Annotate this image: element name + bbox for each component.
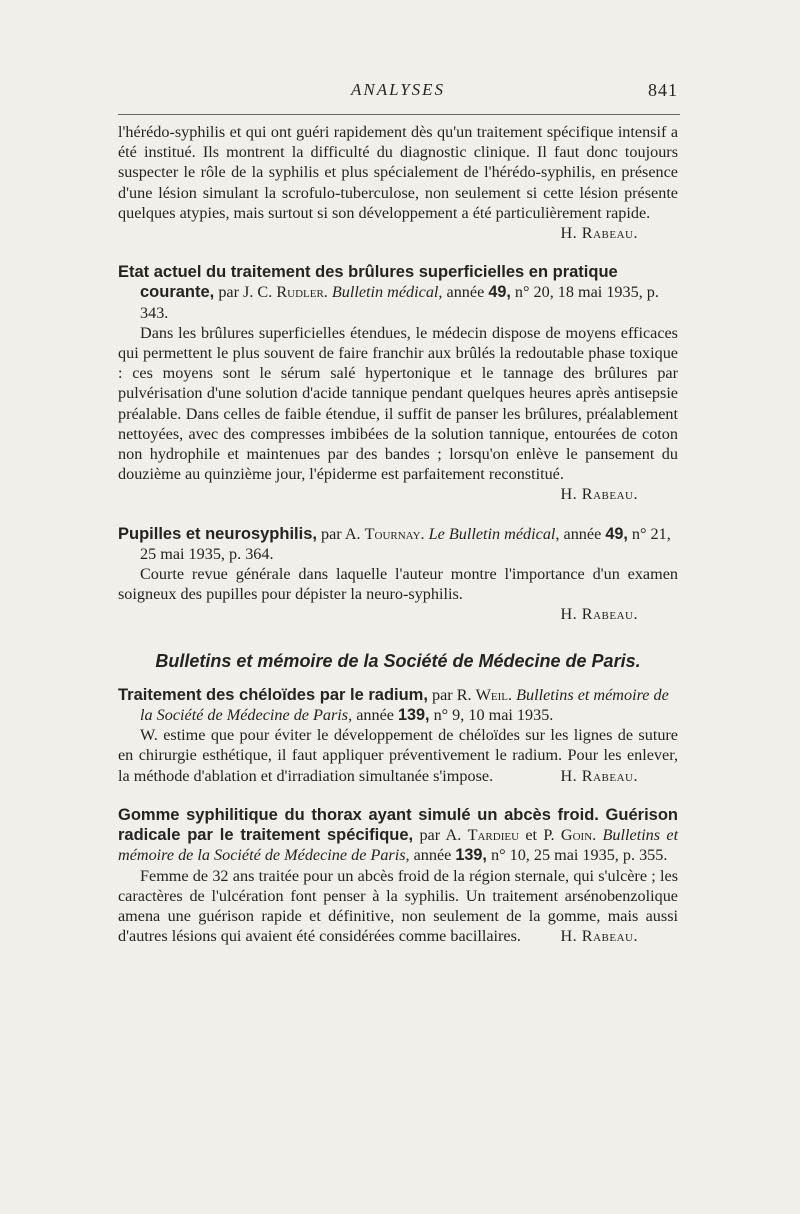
entry-journal: Bulletins et mémoire de la Société de Médecine de Paris, <box>140 685 669 725</box>
page-content <box>118 122 678 946</box>
entry-text: Courte revue générale dans laquelle l'auteur montre l'importance d'un examen soigneux des pupilles pour dépister la neuro-syphilis. <box>118 565 678 604</box>
entry-body <box>118 866 678 947</box>
entry-signature: H. Rabeau. <box>560 927 638 946</box>
intro-signature: H. Rabeau. <box>560 224 638 243</box>
entry-journal: Bulletins et mémoire de la Société de Médecine de Paris, <box>118 826 679 865</box>
entry-journal: Bulletin médical, <box>331 283 443 302</box>
entry-author: Weil. <box>475 685 513 704</box>
section-heading: Bulletins et mémoire de la Société de Médecine de Paris. <box>155 650 641 671</box>
entry-reference: Pupilles et neurosyphilis, par A. Tournay. Le Bulletin médical, année 49, n° 21, 25 mai 1935, p. 364. <box>118 524 671 563</box>
analysis-entry-pupils <box>118 524 678 625</box>
analysis-entry-burns <box>118 262 678 504</box>
header-rule <box>118 114 680 115</box>
running-title: ANALYSES <box>350 80 446 99</box>
entry-author: Rudler. <box>276 283 328 302</box>
entry-text: Femme de 32 ans traitée pour un abcès froid de la région sternale, qui s'ulcère ; les caractères de l'ulcération font penser à la syphilis. Un traitement arsénobenzolique amena une guérison rapide et définitive, non seulement de la gomme, mais aussi d'autres lésions qui avaient été considérées comme bacillaires. H. Rabeau. <box>118 866 678 946</box>
entry-text: W. estime que pour éviter le développement de chéloïdes sur les lignes de suture en chirurgie esthétique, il faut appliquer préventivement le radium. Pour les enlever, la méthode d'ablation et d'irradiation simultanée s'impose. H. Rabeau. <box>118 726 678 785</box>
entry-journal: Le Bulletin médical, <box>428 524 560 543</box>
entry-reference: Traitement des chéloïdes par le radium, par R. Weil. Bulletins et mémoire de la Société de Médecine de Paris, année 139, n° 9, 10 mai 1935. <box>118 685 669 725</box>
entry-author-2: Goin. <box>560 826 597 845</box>
entry-title: Pupilles et neurosyphilis, <box>118 524 317 543</box>
entry-signature: H. Rabeau. <box>560 485 638 504</box>
entry-body <box>118 323 678 505</box>
entry-title: Etat actuel du traitement des brûlures superficielles en pratique courante, <box>118 263 618 302</box>
entry-reference: Gomme syphilitique du thorax ayant simulé un abcès froid. Guérison radicale par le traitement spécifique, par A. Tardieu et P. Goin. Bulletins et mémoire de la Société de Médecine de Paris, année 139, n° 10, 25 mai 1935, p. 355. <box>118 805 679 865</box>
page-number: 841 <box>648 80 678 100</box>
entry-author: Tournay. <box>364 524 425 543</box>
analysis-entry-keloids <box>118 685 678 786</box>
intro-paragraph: l'hérédo-syphilis et qui ont guéri rapidement dès qu'un traitement spécifique intensif a été institué. Ils montrent la difficulté du diagnostic clinique. Il faut donc toujours suspecter le rôle de la syphilis et plus spécialement de l'hérédo-syphilis, en présence d'une lésion simulant la scrofulo-tuberculose, non seulement si cette lésion présente quelques atypies, mais surtout si son développement a été particulièrement rapide. <box>118 123 678 222</box>
entry-text: Dans les brûlures superficielles étendues, le médecin dispose de moyens efficaces qui permettent le plus souvent de faire franchir aux brûlés la redoutable phase toxique : ces moyens sont le sérum salé hypertonique et le tannage des brûlures par pulvérisation d'une solution d'acide tannique pendant quelques heures après antisepsie préalable. Dans celles de faible étendue, il suffit de panser les brûlures, préalablement nettoyées, avec des compresses imbibées de la solution tannique, entourées de coton non hydrophile et maintenues par des bandes ; lorsqu'on enlève le pansement du douzième au quinzième jour, l'épiderme est parfaitement reconstitué. H. Rabeau. <box>118 323 678 504</box>
analysis-entry-gumma <box>118 805 678 946</box>
entry-body <box>118 725 678 786</box>
entry-signature: H. Rabeau. <box>560 766 638 785</box>
entry-signature: H. Rabeau. <box>560 605 638 624</box>
entry-title: Gomme syphilitique du thorax ayant simulé un abcès froid. Guérison radicale par le traitement spécifique, <box>118 805 678 845</box>
entry-author: Tardieu <box>467 826 520 845</box>
page-header <box>118 80 678 112</box>
entry-title: Traitement des chéloïdes par le radium, <box>118 685 428 704</box>
entry-reference: Etat actuel du traitement des brûlures superficielles en pratique courante, par J. C. Rudler. Bulletin médical, année 49, n° 20, 18 mai 1935, p. 343. <box>118 263 659 322</box>
